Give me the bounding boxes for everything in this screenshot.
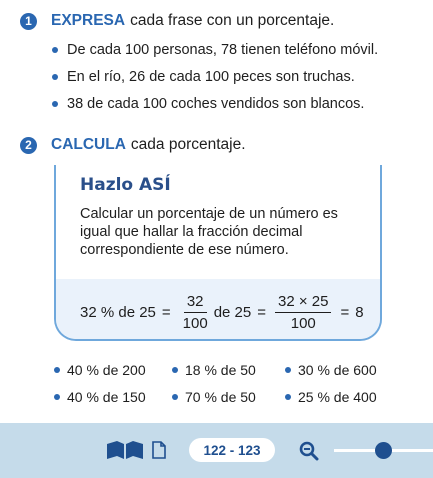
exercise-2-header (20, 136, 246, 154)
calc-item (54, 389, 172, 405)
formula-panel (56, 279, 380, 339)
bullet-icon (54, 367, 60, 373)
exercise-2-keyword: CALCULA (51, 136, 126, 153)
fraction-1-numerator: 32 (184, 293, 207, 313)
exercise-2-instruction: cada porcentaje. (130, 136, 246, 153)
formula-mid: de 25 (213, 304, 252, 321)
calc-item (172, 362, 285, 378)
fraction-2-denominator: 100 (290, 315, 316, 332)
bullet-icon (172, 394, 178, 400)
calc-item-text: 40 % de 200 (67, 361, 146, 378)
calc-item-text: 40 % de 150 (67, 388, 146, 405)
equals-sign: = (161, 304, 171, 321)
calc-items-grid (54, 356, 395, 410)
bullet-icon (52, 101, 58, 107)
calc-item-text: 70 % de 50 (185, 388, 256, 405)
bullet-icon (285, 394, 291, 400)
exercise-1-instruction: cada frase con un porcentaje. (130, 12, 335, 29)
exercise-1-header (20, 12, 334, 30)
list-item (52, 36, 378, 63)
zoom-slider-knob[interactable] (375, 442, 392, 459)
calc-row (54, 383, 395, 410)
bullet-icon (52, 74, 58, 80)
list-item-text: 38 de cada 100 coches vendidos son blancos. (67, 95, 365, 112)
calc-item (172, 389, 285, 405)
calc-item-text: 30 % de 600 (298, 361, 377, 378)
bottom-toolbar (0, 423, 433, 478)
formula-result: 8 (355, 304, 364, 321)
formula (80, 293, 364, 332)
hazlo-asi-title: Hazlo ASÍ (80, 175, 171, 195)
calc-item (285, 389, 395, 405)
hazlo-asi-box (54, 165, 382, 341)
fraction-2 (275, 293, 331, 332)
exercise-number-2: 2 (20, 137, 37, 154)
list-item (52, 90, 378, 117)
calc-item (54, 362, 172, 378)
exercise-number-1: 1 (20, 13, 37, 30)
bullet-icon (172, 367, 178, 373)
single-page-icon[interactable] (152, 441, 166, 464)
fraction-1-denominator: 100 (182, 315, 208, 332)
bullet-icon (285, 367, 291, 373)
equals-sign: = (257, 304, 267, 321)
calc-item-text: 25 % de 400 (298, 388, 377, 405)
list-item-text: De cada 100 personas, 78 tienen teléfono móvil. (67, 41, 379, 58)
page-indicator[interactable]: 122 - 123 (189, 438, 275, 462)
bullet-icon (54, 394, 60, 400)
calc-row (54, 356, 395, 383)
exercise-1-keyword: EXPRESA (51, 12, 126, 29)
zoom-out-icon[interactable] (299, 441, 319, 466)
list-item-text: En el río, 26 de cada 100 peces son truchas. (67, 68, 355, 85)
formula-lhs: 32 % de 25 (80, 304, 156, 321)
equals-sign: = (340, 304, 350, 321)
bullet-icon (52, 47, 58, 53)
calc-item-text: 18 % de 50 (185, 361, 256, 378)
open-book-icon[interactable] (106, 440, 144, 465)
fraction-2-numerator: 32 × 25 (275, 293, 331, 313)
calc-item (285, 362, 395, 378)
fraction-1 (180, 293, 211, 332)
list-item (52, 63, 378, 90)
exercise-1-list (52, 36, 378, 117)
hazlo-asi-text: Calcular un porcentaje de un número es igual que hallar la fracción decimal correspondiente de ese número. (80, 206, 338, 258)
